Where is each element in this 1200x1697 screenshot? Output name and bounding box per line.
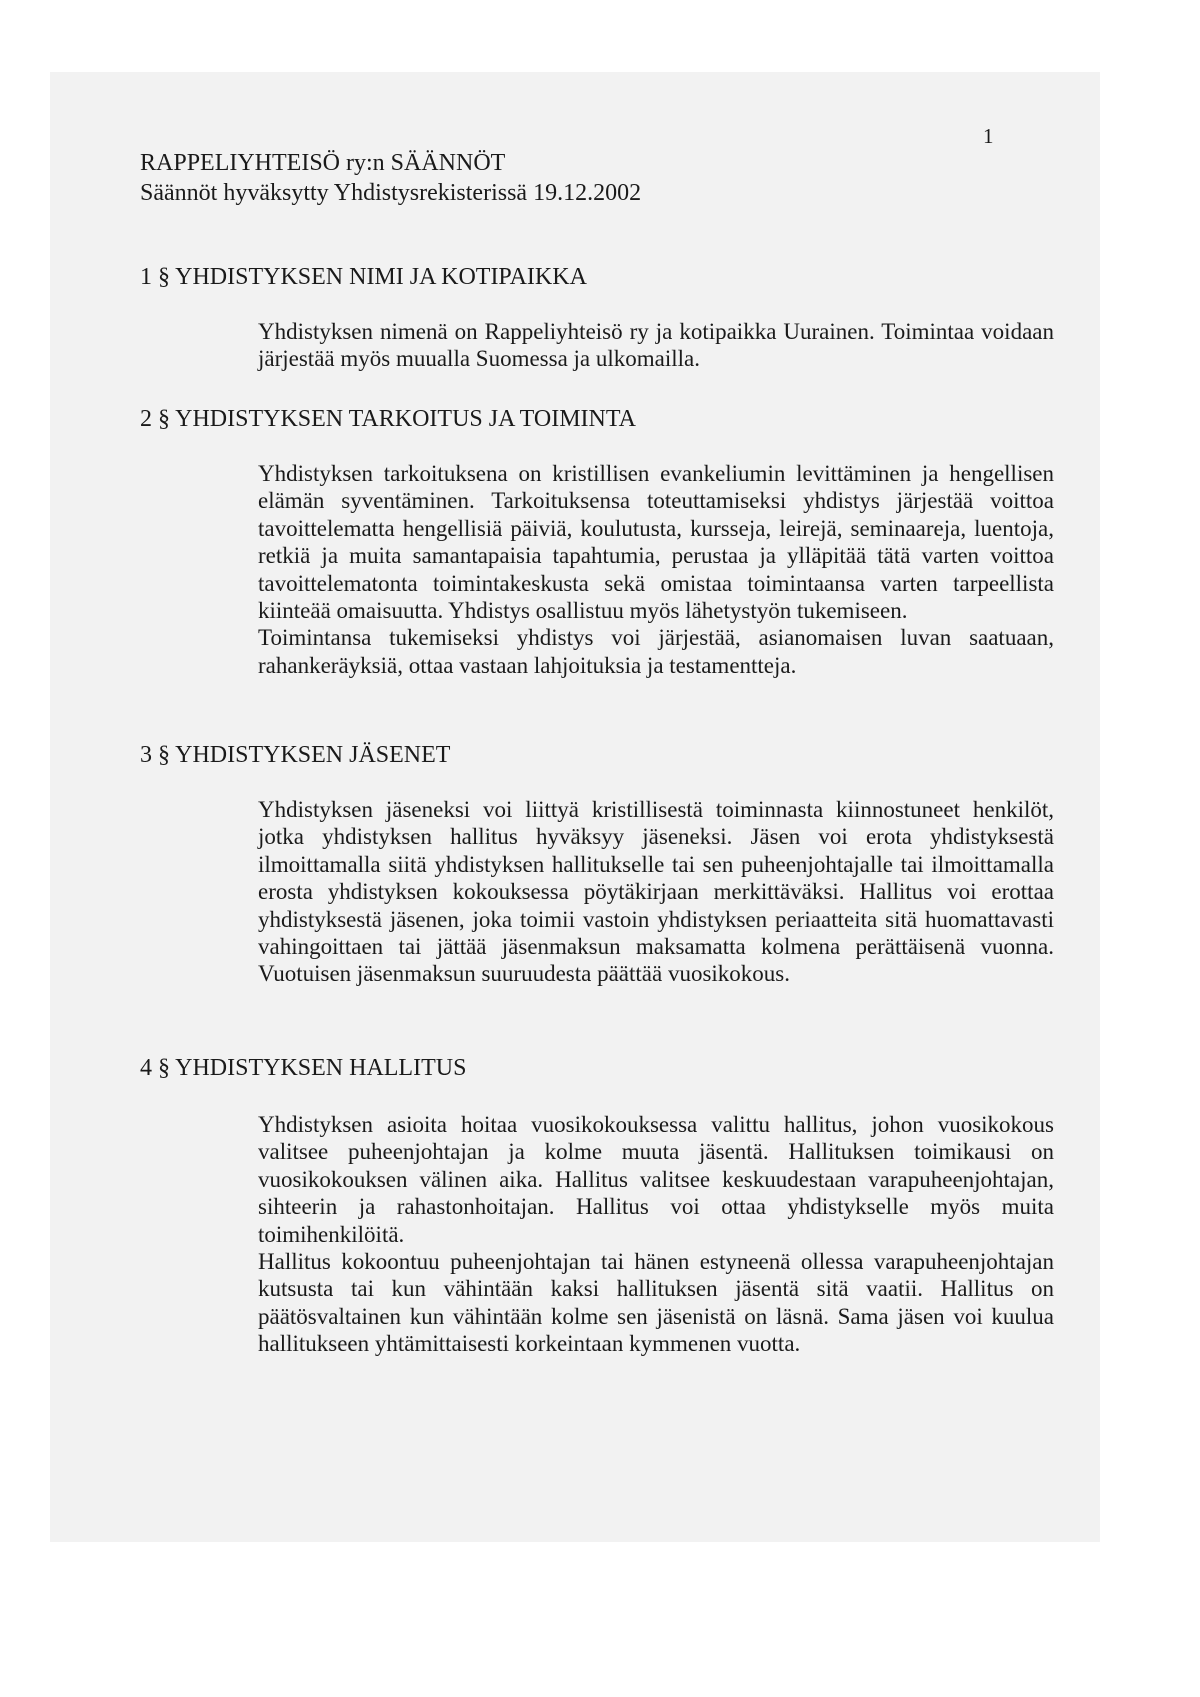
paragraph: Yhdistyksen tarkoituksena on kristillisen evankeliumin levittäminen ja hengellisen elämän syventäminen. Tarkoituksensa toteuttamiseksi yhdistys järjestää voittoa tavoittelematta hengellisiä päiviä, koulutusta, kursseja, leirejä, seminaareja, luentoja, retkiä ja muita samantapaisia tapahtumia, perustaa ja ylläpitää tätä varten voittoa tavoittelematonta toimintakeskusta sekä omistaa toimintaansa varten tarpeellista kiinteää omaisuutta. Yhdistys osallistuu myös lähetystyön tukemiseen. xyxy=(258,461,1054,624)
section-heading: 1 § YHDISTYKSEN NIMI JA KOTIPAIKKA xyxy=(140,264,587,290)
section-heading: 2 § YHDISTYKSEN TARKOITUS JA TOIMINTA xyxy=(140,406,636,432)
section-2-purpose-and-activities xyxy=(140,404,1060,679)
document-title: RAPPELIYHTEISÖ ry:n SÄÄNNÖT xyxy=(140,150,506,176)
section-heading: 3 § YHDISTYKSEN JÄSENET xyxy=(140,742,451,768)
document-header xyxy=(140,148,1040,208)
section-4-board xyxy=(140,1053,1060,1358)
section-heading: 4 § YHDISTYKSEN HALLITUS xyxy=(140,1055,467,1081)
section-1-name-and-domicile xyxy=(140,262,1060,373)
section-body xyxy=(258,460,1054,679)
paragraph: Toimintansa tukemiseksi yhdistys voi järjestää, asianomaisen luvan saatuaan, rahankeräyksiä, ottaa vastaan lahjoituksia ja testamentteja. xyxy=(258,625,1054,678)
section-body xyxy=(258,1111,1054,1358)
document-subtitle: Säännöt hyväksytty Yhdistysrekisterissä 19.12.2002 xyxy=(140,180,642,206)
section-3-members xyxy=(140,740,1060,988)
paragraph: Hallitus kokoontuu puheenjohtajan tai hänen estyneenä ollessa varapuheenjohtajan kutsusta tai kun vähintään kaksi hallituksen jäsentä sitä vaatii. Hallitus on päätösvaltainen kun vähintään kolme sen jäsenistä on läsnä. Sama jäsen voi kuulua hallitukseen yhtämittaisesti korkeintaan kymmenen vuotta. xyxy=(258,1249,1054,1357)
paragraph: Yhdistyksen jäseneksi voi liittyä kristillisestä toiminnasta kiinnostuneet henkilöt, jotka yhdistyksen hallitus hyväksyy jäseneksi. Jäsen voi erota yhdistyksestä ilmoittamalla siitä yhdistyksen hallitukselle tai sen puheenjohtajalle tai ilmoittamalla erosta yhdistyksen kokouksessa pöytäkirjaan merkittäväksi. Hallitus voi erottaa yhdistyksestä jäsenen, joka toimii vastoin yhdistyksen periaatteita sitä huomattavasti vahingoittaen tai jättää jäsenmaksun maksamatta kolmena perättäisenä vuonna. Vuotuisen jäsenmaksun suuruudesta päättää vuosikokous. xyxy=(258,797,1054,987)
page-number: 1 xyxy=(983,124,994,148)
section-body xyxy=(258,796,1054,988)
section-body xyxy=(258,318,1054,373)
paragraph: Yhdistyksen nimenä on Rappeliyhteisö ry ja kotipaikka Uurainen. Toimintaa voidaan järjestää myös muualla Suomessa ja ulkomailla. xyxy=(258,319,1054,372)
paragraph: Yhdistyksen asioita hoitaa vuosikokouksessa valittu hallitus, johon vuosikokous valitsee puheenjohtajan ja kolme muuta jäsentä. Hallituksen toimikausi on vuosikokouksen välinen aika. Hallitus valitsee keskuudestaan varapuheenjohtajan, sihteerin ja rahastonhoitajan. Hallitus voi ottaa yhdistykselle myös muita toimihenkilöitä. xyxy=(258,1112,1054,1247)
